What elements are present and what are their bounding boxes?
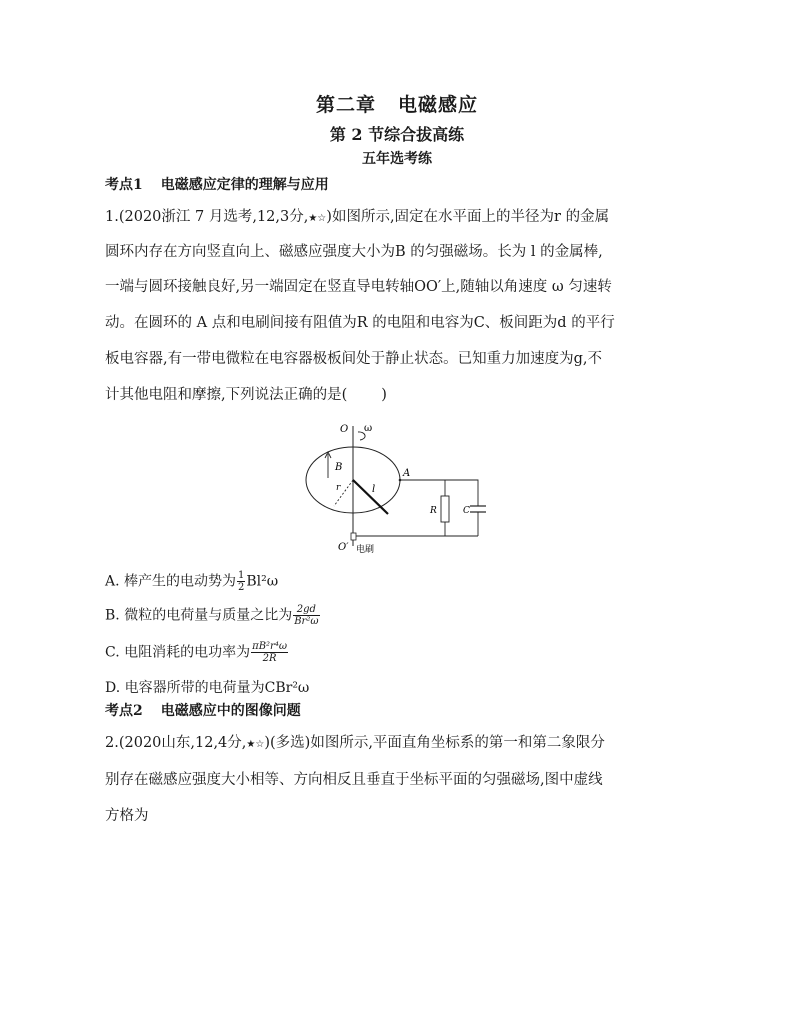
difficulty-mark-2: ★☆ (246, 739, 265, 750)
q2-source: 2.(2020山东,12,4分, (105, 735, 247, 751)
section-title: 第 2 节综合拔高练 (329, 125, 465, 144)
label-l: l (372, 484, 376, 495)
q1-line-1 (105, 205, 705, 226)
label-omega: ω (364, 423, 373, 434)
q1-line-6 (105, 383, 705, 404)
option-D[interactable]: D. 电容器所带的电荷量为CBr²ω (105, 680, 310, 696)
q1-line-5: 板电容器,有一带电微粒在电容器极板间处于静止状态。已知重力加速度为g,不 (105, 351, 602, 367)
metal-rod (353, 480, 388, 514)
label-B: B (335, 462, 343, 473)
option-C[interactable]: C. 电阻消耗的电功率为 $\frac{\text{πB²r⁴ω}}{2R}$ (105, 641, 287, 664)
q1-line-4: 动。在圆环的 A 点和电刷间接有阻值为R 的电阻和电容为C、板间距为d 的平行 (105, 315, 615, 331)
option-B[interactable]: B. 微粒的电荷量与质量之比为 $\frac{2gd}{\text{Br²ω}}$ (105, 604, 319, 627)
q1-stem-6: 计其他电阻和摩擦,下列说法正确的是( (105, 387, 348, 403)
label-r: r (336, 483, 341, 493)
chapter-number: 第二章 (315, 94, 376, 116)
difficulty-mark: ★☆ (308, 213, 327, 224)
topic1-heading (105, 174, 705, 194)
topic1-title: 电磁感应定律的理解与应用 (160, 177, 329, 193)
label-A: A (403, 468, 411, 479)
q1-line-3: 一端与圆环接触良好,另一端固定在竖直导电转轴OO′上,随轴以角速度 ω 匀速转 (105, 279, 612, 295)
topic2-heading (105, 700, 705, 720)
chapter-topic: 电磁感应 (398, 94, 479, 116)
q1-circuit-figure (298, 418, 504, 560)
label-brush: 电刷 (356, 545, 375, 555)
option-A[interactable]: A. 棒产生的电动势为 $\frac{1}{2}$ Bl²ω (105, 570, 279, 593)
topic2-label: 考点2 (105, 703, 143, 719)
q1-stem-6-close: ) (381, 387, 387, 403)
q2-stem-1: )(多选)如图所示,平面直角坐标系的第一和第二象限分 (264, 735, 605, 751)
section-subtitle: 五年选考练 (362, 151, 432, 167)
topic2-title: 电磁感应中的图像问题 (160, 703, 301, 719)
chapter-title (0, 90, 794, 117)
q2-line-3: 方格为 (105, 808, 149, 824)
label-R: R (430, 506, 437, 516)
q1-source: 1.(2020浙江 7 月选考,12,3分, (105, 209, 309, 225)
label-O-prime: O′ (338, 542, 349, 553)
brush (351, 533, 356, 540)
fraction-B: $\frac{2gd}{\text{Br²ω}}$ (294, 604, 319, 627)
fraction-C: $\frac{\text{πB²r⁴ω}}{2R}$ (252, 641, 287, 664)
q2-line-2: 别存在磁感应强度大小相等、方向相反且垂直于坐标平面的匀强磁场,图中虚线 (105, 772, 603, 788)
topic1-label: 考点1 (105, 177, 143, 193)
q1-stem-1: )如图所示,固定在水平面上的半径为r 的金属 (326, 209, 610, 225)
fraction-A: $\frac{1}{2}$ (238, 570, 245, 593)
wire-top (400, 480, 478, 500)
resistor (441, 496, 449, 522)
label-C: C (463, 506, 470, 516)
q1-line-2: 圆环内存在方向竖直向上、磁感应强度大小为B 的匀强磁场。长为 l 的金属棒, (105, 244, 603, 260)
label-O: O (340, 424, 349, 435)
q2-line-1 (105, 731, 705, 752)
